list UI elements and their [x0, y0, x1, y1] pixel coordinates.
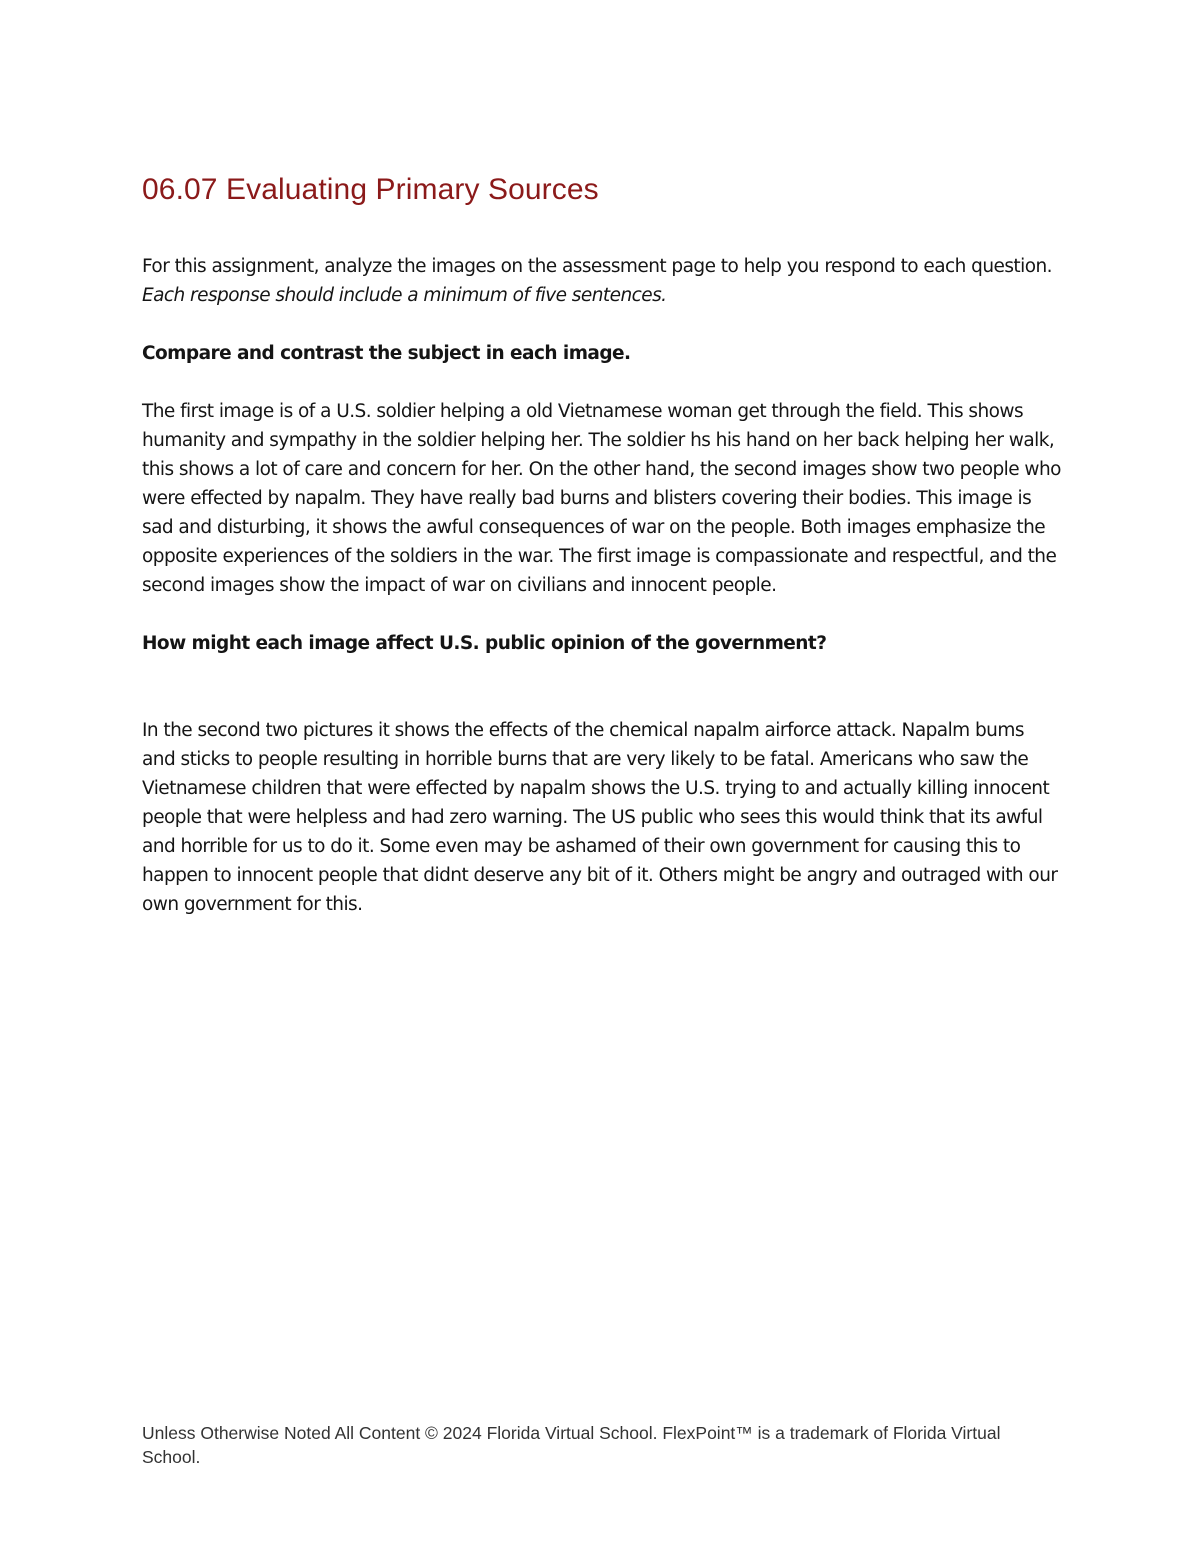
answer-2: In the second two pictures it shows the effects of the chemical napalm airforce attack. Napalm bums and sticks to people resulting in horrible burns that are very likely to be fatal. Americans who saw the Vietnamese children that were effected by napalm shows the U.S. trying to and actually killing innocent people that were helpless and had zero warning. The US public who sees this would think that its awful and horrible for us to do it. Some even may be ashamed of their own government for causing this to happen to innocent people that didnt deserve any bit of it. Others might be angry and outraged with our own government for this. — [142, 720, 1058, 915]
question-1: Compare and contrast the subject in each image. — [142, 343, 631, 364]
assignment-instructions — [142, 252, 1062, 310]
copyright-footer: Unless Otherwise Noted All Content © 2024 Florida Virtual School. FlexPoint™ is a trademark of Florida Virtual School. — [142, 1423, 1001, 1467]
answer-1: The first image is of a U.S. soldier helping a old Vietnamese woman get through the field. This shows humanity and sympathy in the soldier helping her. The soldier hs his hand on her back helping her walk, this shows a lot of care and concern for her. On the other hand, the second images show two people who were effected by napalm. They have really bad burns and blisters covering their bodies. This image is sad and disturbing, it shows the awful consequences of war on the people. Both images emphasize the opposite experiences of the soldiers in the war. The first image is compassionate and respectful, and the second images show the impact of war on civilians and innocent people. — [142, 401, 1061, 596]
page-title: 06.07 Evaluating Primary Sources — [142, 173, 599, 206]
instructions-text: For this assignment, analyze the images on the assessment page to help you respond to each question. — [142, 256, 1053, 277]
document-body — [142, 170, 1062, 919]
instructions-requirement: Each response should include a minimum of five sentences. — [142, 285, 667, 306]
question-2: How might each image affect U.S. public opinion of the government? — [142, 633, 827, 654]
